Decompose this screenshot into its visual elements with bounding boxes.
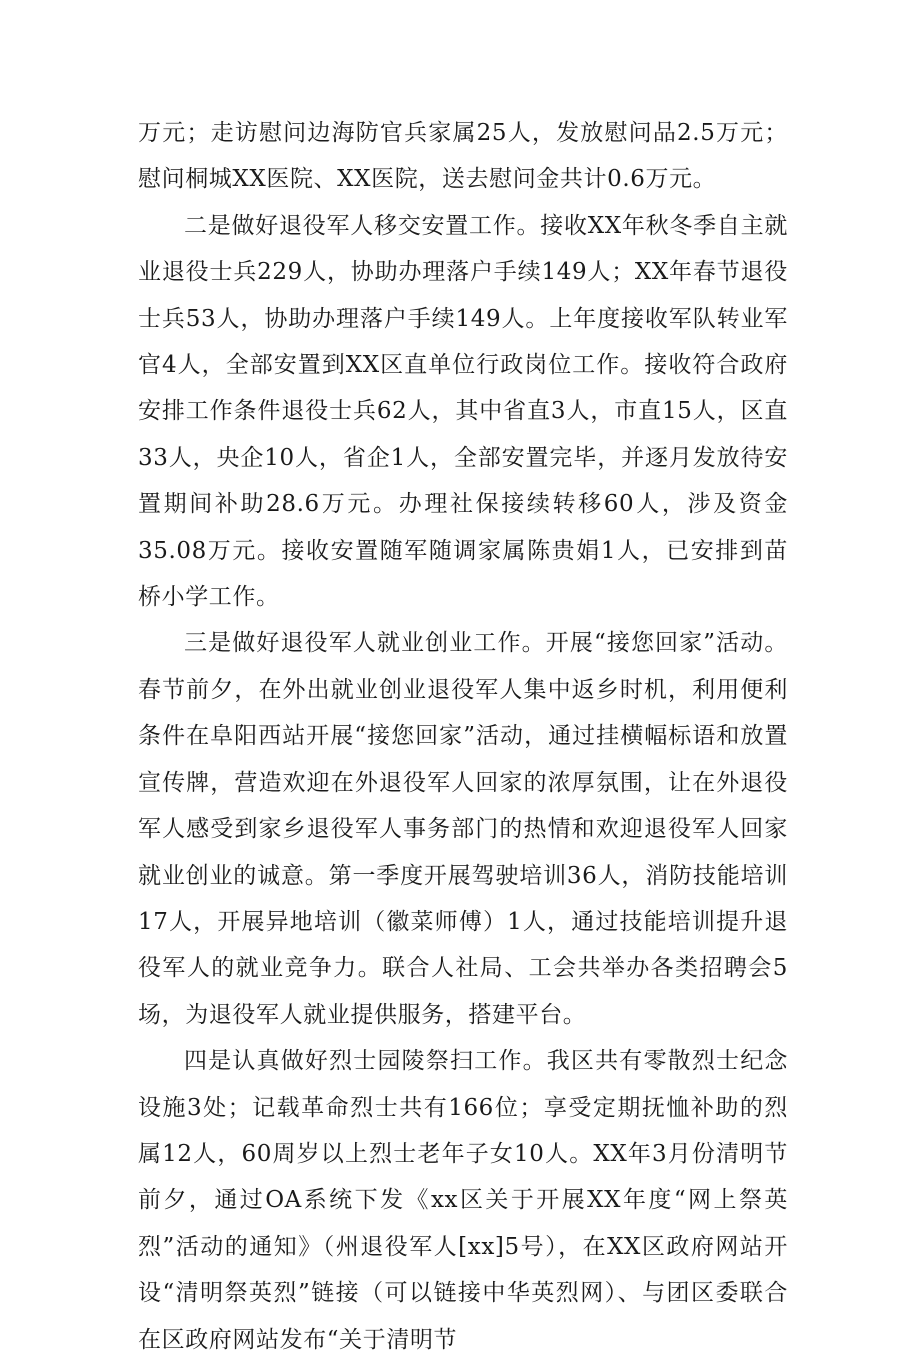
paragraph-martyrs-cemetery: 四是认真做好烈士园陵祭扫工作。我区共有零散烈士纪念设施3处；记载革命烈士共有166位；享受定期抚恤补助的烈属12人，60周岁以上烈士老年子女10人。XX年3月份清明节前夕，通过OA系统下发《xx区关于开展XX年度“网上祭英烈”活动的通知》（州退役军人[xx]5号），在XX区政府网站开设“清明祭英烈”链接（可以链接中华英烈网）、与团区委联合在区政府网站发布“关于清明节	[138, 1048, 788, 1353]
document-body	[138, 110, 788, 1363]
paragraph-continuation: 万元；走访慰问边海防官兵家属25人，发放慰问品2.5万元；慰问桐城XX医院、XX医院，送去慰问金共计0.6万元。	[138, 120, 788, 193]
paragraph-employment: 三是做好退役军人就业创业工作。开展“接您回家”活动。春节前夕，在外出就业创业退役军人集中返乡时机，利用便利条件在阜阳西站开展“接您回家”活动，通过挂横幅标语和放置宣传牌，营造欢迎在外退役军人回家的浓厚氛围，让在外退役军人感受到家乡退役军人事务部门的热情和欢迎退役军人回家就业创业的诚意。第一季度开展驾驶培训36人，消防技能培训17人，开展异地培训（徽菜师傅）1人，通过技能培训提升退役军人的就业竞争力。联合人社局、工会共举办各类招聘会5场，为退役军人就业提供服务，搭建平台。	[138, 630, 788, 1028]
paragraph-resettlement: 二是做好退役军人移交安置工作。接收XX年秋冬季自主就业退役士兵229人，协助办理落户手续149人；XX年春节退役士兵53人，协助办理落户手续149人。上年度接收军队转业军官4人，全部安置到XX区直单位行政岗位工作。接收符合政府安排工作条件退役士兵62人，其中省直3人，市直15人，区直33人，央企10人，省企1人，全部安置完毕，并逐月发放待安置期间补助28.6万元。办理社保接续转移60人，涉及资金35.08万元。接收安置随军随调家属陈贵娟1人，已安排到苗桥小学工作。	[138, 212, 788, 611]
